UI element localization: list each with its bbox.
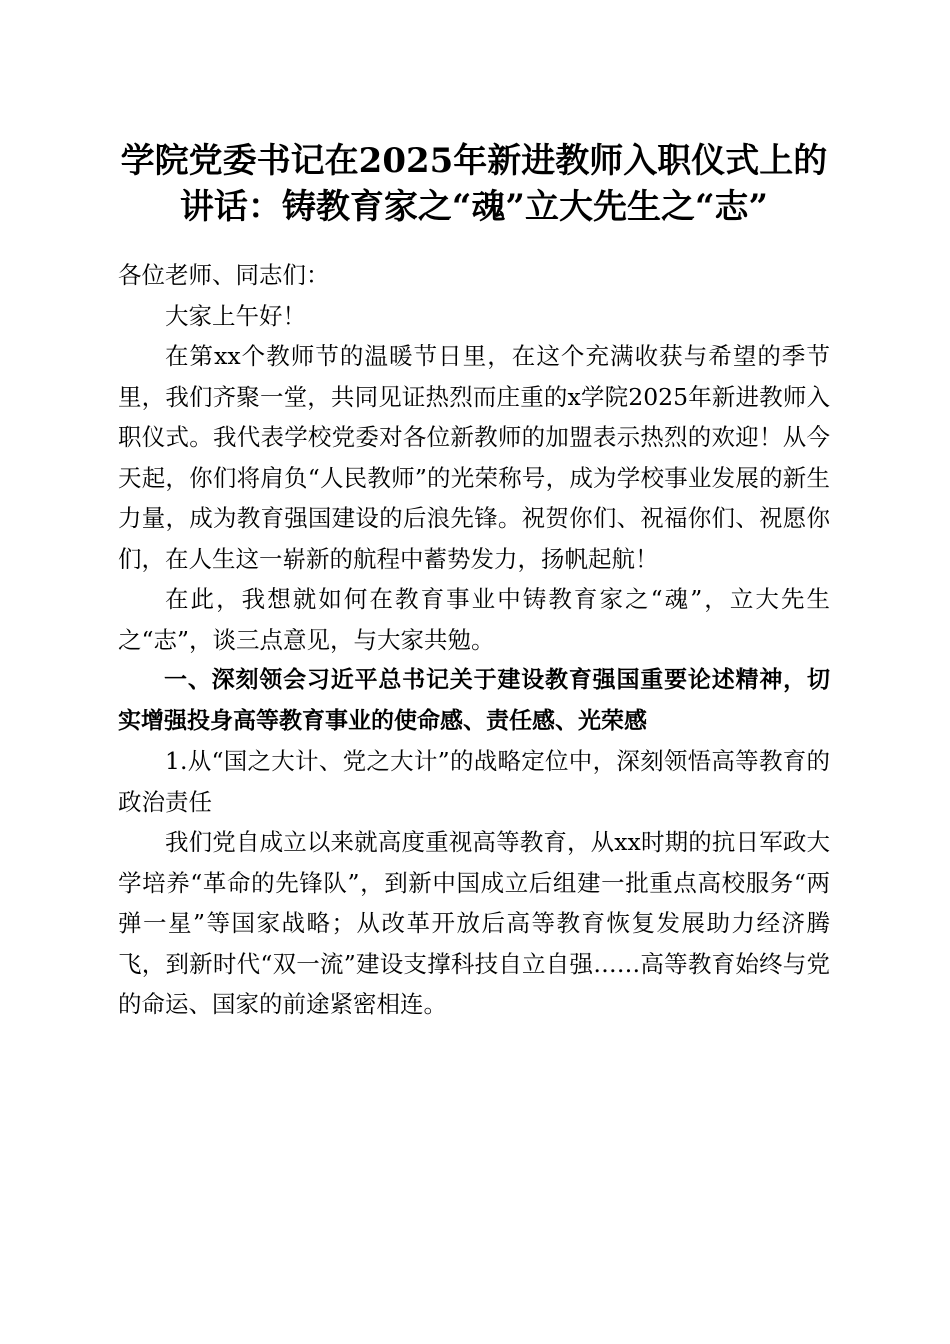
document-title: 学院党委书记在2025年新进教师入职仪式上的讲话：铸教育家之“魂”立大先生之“志” xyxy=(120,141,828,227)
paragraph-intro: 在第xx个教师节的温暖节日里，在这个充满收获与希望的季节里，我们齐聚一堂，共同见证热烈而庄重的x学院2025年新进教师入职仪式。我代表学校党委对各位新教师的加盟表示热烈的欢迎！从今天起，你们将肩负“人民教师”的光荣称号，成为学校事业发展的新生力量，成为教育强国建设的后浪先锋。祝贺你们、祝福你们、祝愿你们，在人生这一崭新的航程中蓄势发力，扬帆起航！ xyxy=(118,342,830,573)
paragraph-overview: 在此，我想就如何在教育事业中铸教育家之“魂”，立大先生之“志”，谈三点意见，与大家共勉。 xyxy=(118,585,830,654)
greeting: 大家上午好！ xyxy=(165,301,306,330)
paragraph-history: 我们党自成立以来就高度重视高等教育，从xx时期的抗日军政大学培养“革命的先锋队”，到新中国成立后组建一批重点高校服务“两弹一星”等国家战略；从改革开放后高等教育恢复发展助力经济腾飞，到新时代“双一流”建设支撑科技自立自强……高等教育始终与党的命运、国家的前途紧密相连。 xyxy=(118,828,830,1018)
subsection-heading-1-1: 1.从“国之大计、党之大计”的战略定位中，深刻领悟高等教育的政治责任 xyxy=(118,747,830,816)
document-body xyxy=(118,255,830,1025)
salutation: 各位老师、同志们： xyxy=(118,261,330,289)
section-heading-1: 一、深刻领会习近平总书记关于建设教育强国重要论述精神，切实增强投身高等教育事业的使命感、责任感、光荣感 xyxy=(118,667,830,734)
